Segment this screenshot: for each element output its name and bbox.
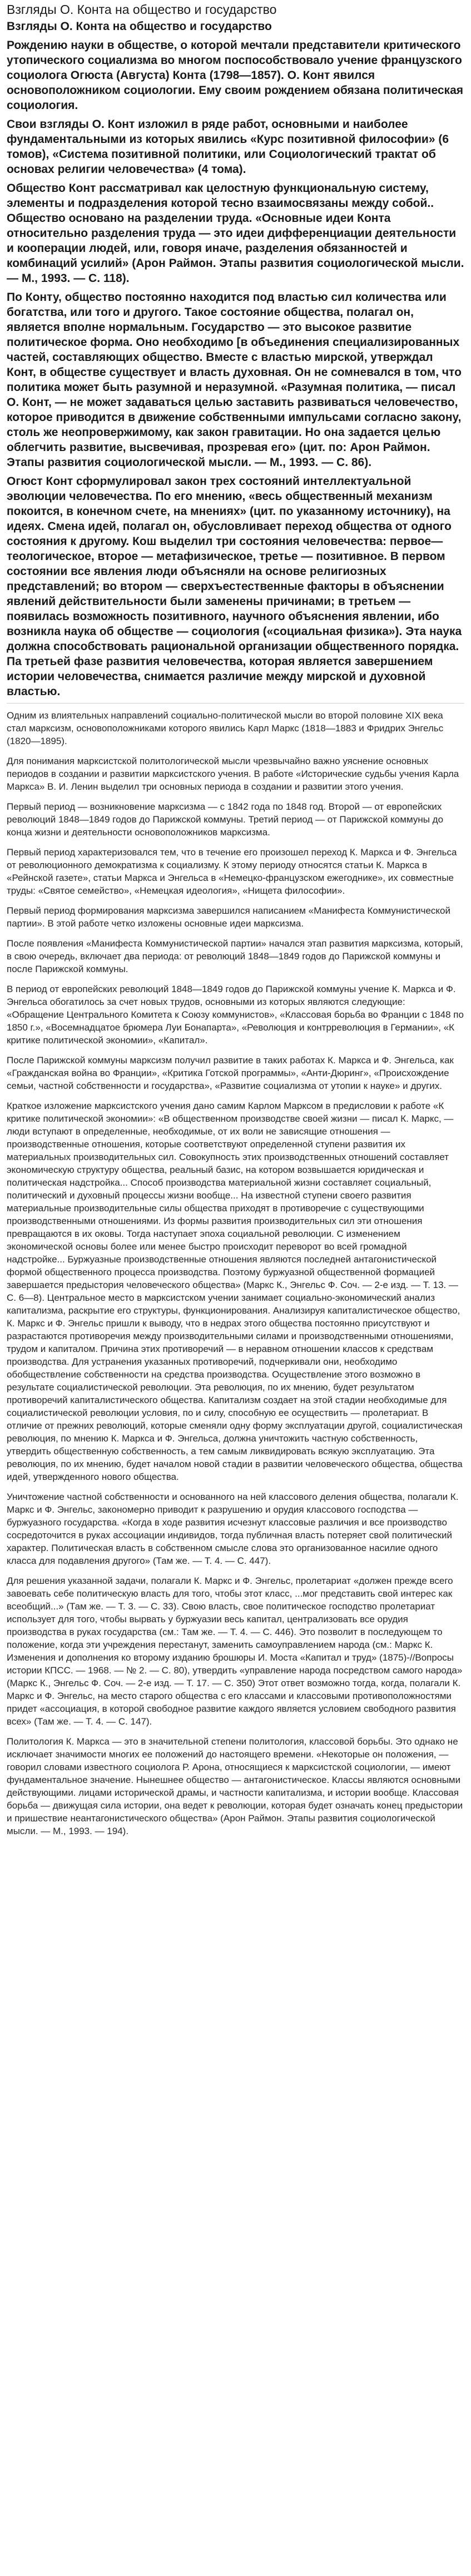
- section-heading: Взгляды О. Конта на общество и государство: [7, 20, 272, 33]
- paragraph-11: Для решения указанной задачи, полагали К. Маркс и Ф. Энгельс, пролетариат «должен прежде всего завоевать себе политическую власть для того, чтобы этот класс, ...мог представить свой интерес как всеобщий...» (Там же. — Т. 3. — С. 33). Свою власть, свое политическое господство пролетариат использует для того, чтобы вырвать у буржуазии весь капитал, централизовать все орудия производства в руках государства (см.: Там же. — Т. 4. — С. 446). Это позволит в последующем то положение, когда эти учреждения перестанут, заменить самоуправлением народа (см.: Маркс К. Изменения и дополнения ко второму изданию брошюры И. Моста «Капитал и труд» (1875)-//Вопросы истории КПСС. — 1968. — № 2. — С. 80), утвердить «управление народа посредством самого народа» (Маркс К., Энгельс Ф. Соч. — 2-е изд. — Т. 17. — С. 350) Этот ответ возможно тогда, когда, полагали К. Маркс и Ф. Энгельс, на место старого общества с его классами и классовыми противоположностями придет «ассоциация, в которой свободное развитие каждого является условием свободного развития всех» (Там же. — Т. 4. — С. 147).: [7, 1576, 463, 1727]
- bold-paragraph-2: Свои взгляды О. Конт изложил в ряде работ, основными и наиболее фундаментальными из которых явились «Курс позитивной философии» (6 томов), «Система позитивной политики, или Социологический трактат об основах религии человечества» (4 тома).: [7, 118, 449, 176]
- paragraph-2: Для понимания марксистской политологической мысли чрезвычайно важно уяснение основных периодов в создании и развитии марксистского учения. В работе «Исторические судьбы учения Карла Маркса» В. И. Ленин выделил три основных периода в создании и развитии этого учения.: [7, 756, 459, 792]
- bold-paragraph-1: Рождению науки в обществе, о которой мечтали представители критического утопического социализма во многом поспособствовало учение французского социолога Огюста (Августа) Конта (1798—1857). О. Конт явился основоположником социологии. Ему своим рождением обязана политическая социология.: [7, 39, 463, 112]
- section-divider: [7, 703, 464, 704]
- bold-paragraph-5: Огюст Конт сформулировал закон трех состояний интеллектуальной эволюции человечества. По его мнению, «весь общественный механизм покоится, в конечном счете, на мнениях» (цит. по указанному источнику), на идеях. Смена идей, полагал он, обусловливает переход общества от одного состояния к другому. Кош выделил три состояния человечества: первое— теологическое, второе — метафизическое, третье — позитивное. В первом состоянии все явления люди объясняли на основе религиозных представлений; во втором — сверхъестественные факторы в объяснении явлений действительности были заменены причинами; в третьем — появилась возможность позитивного, научного объяснения явлении, ибо возникла наука об обществе — социология («социальная физика»). Эта наука должна способствовать рациональной организации общественного порядка. Па третьей фазе развития человечества, которая является завершением истории человечества, снимается различие между мирской и духовной властью.: [7, 475, 462, 698]
- paragraph-7: В период от европейских революций 1848—1849 годов до Парижской коммуны учение К. Маркса и Ф. Энгельса обогатилось за счет новых трудов, основными из которых являются следующие: «Обращение Центрального Комитета к Союзу коммунистов», «Классовая борьба во Франции с 1848 по 1850 г.», «Восемнадцатое брюмера Луи Бонапарта», «Революция и контрреволюция в Германии», «К критике политической экономии», «Капитал».: [7, 984, 464, 1046]
- paragraph-9: Краткое изложение марксистского учения дано самим Карлом Марксом в предисловии к работе «К критике политической экономии»: «В общественном производстве своей жизни — писал К. Маркс, — люди вступают в определенные, необходимые, от их воли не зависящие отношения — производственные отношения, которые соответствуют определенной ступени развития их материальных производительных сил. Совокупность этих производственных отношений составляет экономическую структуру общества, реальный базис, на котором возвышается юридическая и политическая надстройка... Способ производства материальной жизни составляет социальный, политический и духовный процессы жизни вообще... На известной ступени своего развития материальные производительные силы общества приходят в противоречие с существующими производственными отношениями. Из формы развития производительных сил эти отношения превращаются в их оковы. Тогда наступает эпоха социальной революции. С изменением экономической основы более или менее быстро происходит переворот во всей громадной надстройке... Буржуазные производственные отношения являются последней антагонистической формой общественного процесса производства. Поэтому буржуазной общественной формацией завершается предыстория человеческого общества» (Маркс К., Энгельс Ф. Соч. — 2-е изд. — Т. 13. — С. 6—8). Центральное место в марксистском учении занимает социально-экономический анализ капитализма, раскрытие его структуры, функционирования. Анализируя капиталистическое общество, К. Маркс и Ф. Энгельс пришли к выводу, что в недрах этого общества постоянно присутствуют и разрастаются противоречия между производительными силами и производственными отношениями, трудом и капиталом. Причина этих противоречий — в неравном отношении классов к средствам производства. Для устранения указанных противоречий, подчеркивали они, необходимо обобществление собственности на средства производства. Осуществление этого возможно в результате социалистической революции. Эта революция, по их мнению, будет результатом противоречий капиталистического общества. Капитализм создает на этой стадии необходимые для социалистической революции условия, по и силу, способную ее осуществить — пролетариат. В отличие от прежних революций, которые сменяли одну форму эксплуатации другой, социалистическая революция, по мнению К. Маркса и Ф. Энгельса, должна уничтожить частную собственность, утвердить общественную собственность, а тем самым ликвидировать всякую эксплуатацию. Эта революция, по их мнению, будет началом новой стадии в развитии человеческого общества, общества идей, утвержденного нового общества.: [7, 1101, 463, 1482]
- paragraph-3: Первый период — возникновение марксизма — с 1842 года по 1848 год. Второй — от европейских революций 1848—1849 годов до Парижской коммуны. Третий период — от Парижской коммуны до конца жизни и деятельности основоположников марксизма.: [7, 801, 444, 838]
- paragraph-4: Первый период характеризовался тем, что в течение его произошел переход К. Маркса и Ф. Энгельса от революционного демократизма к социализму. К этому периоду относятся статьи К. Маркса в «Рейнской газете», статьи Маркса и Энгельса в «Немецко-французском ежегоднике», их совместные труды: «Святое семейство», «Немецкая идеология», «Нищета философии».: [7, 847, 457, 896]
- paragraph-6: После появления «Манифеста Коммунистической партии» начался этап развития марксизма, который, в свою очередь, включает два периода: от революций 1848—1849 годов до Парижской коммуны и после Парижской коммуны.: [7, 938, 463, 974]
- paragraph-12: Политология К. Маркса — это в значительной степени политология, классовой борьбы. Это однако не исключает значимости многих ее положений до настоящего времени. «Некоторые он положения, — говорил словами известного социолога Р. Арона, относящиеся к марксистской социологии, — имеют фундаментальное значение. Нынешнее общество — антагонистическое. Классы являются основными действующими. лицами исторической драмы, и частности капитализма, и истории вообще. Классовая борьба — движущая сила истории, она ведет к революции, которая будет означать конец предыстории и пришествие неантагонистического общества» (Арон Раймон. Этапы развития социологической мысли. — М., 1993. — 194).: [7, 1736, 463, 1836]
- page-title: Взгляды О. Конта на общество и государство: [7, 2, 277, 17]
- paragraph-8: После Парижской коммуны марксизм получил развитие в таких работах К. Маркса и Ф. Энгельса, как «Гражданская война во Франции», «Критика Готской программы», «Анти-Дюринг», «Происхождение семьи, частной собственности и государства», «Развитие социализма от утопии к науке» и других.: [7, 1055, 454, 1091]
- bold-paragraph-4: По Конту, общество постоянно находится под властью сил количества или богатства, или того и другого. Такое состояние общества, полагал он, является вполне нормальным. Государство — это высокое развитие политическое форма. Оно необходимо [в объединения специализированных частей, составляющих общество. Вместе с властью мирской, утверждал Конт, в обществе существует и власть духовная. Он не сомневался в том, что политика может быть разумной и неразумной. «Разумная политика, — писал О. Конт, — не может задаваться целью заставить развиваться человечество, которое приводится в движение собственными импульсами согласно закону, столь же неопровержимому, как закон гравитации. Но она задается целью облегчить развитие, высвечивая, прозревая его» (цит. по: Арон Раймон. Этапы развития социологической мысли. — М., 1993. — С. 86).: [7, 291, 462, 469]
- bold-paragraph-3: Общество Конт рассматривал как целостную функциональную систему, элементы и подразделения которой тесно взаимосвязаны между собой.. Общество основано на разделении труда. «Основные идеи Конта относительно разделения труда — это идеи дифференциации деятельности и кооперации людей, или, говоря иначе, разделения обязанностей и комбинаций усилий» (Арон Раймон. Этапы развития социологической мысли. — М., 1993. — С. 118).: [7, 182, 464, 285]
- paragraph-5: Первый период формирования марксизма завершился написанием «Манифеста Коммунистической партии». В этой работе четко изложены основные идеи марксизма.: [7, 905, 450, 929]
- paragraph-10: Уничтожение частной собственности и основанного на ней классового деления общества, полагали К. Маркс и Ф. Энгельс, закономерно приводит к разрушению и орудия классового господства — буржуазного государства. «Когда в ходе развития исчезнут классовые различия и все производство сосредоточится в руках ассоциации индивидов, тогда публичная власть потеряет свой политический характер. Политическая власть в собственном смысле слова это организованное насилие одного класса для подавления другого» (Там же. — Т. 4. — С. 447).: [7, 1492, 459, 1566]
- paragraph-1: Одним из влиятельных направлений социально-политической мысли во второй половине XIX века стал марксизм, основоположниками которого явились Карл Маркс (1818—1883 и Фридрих Энгельс (1820—1895).: [7, 710, 444, 746]
